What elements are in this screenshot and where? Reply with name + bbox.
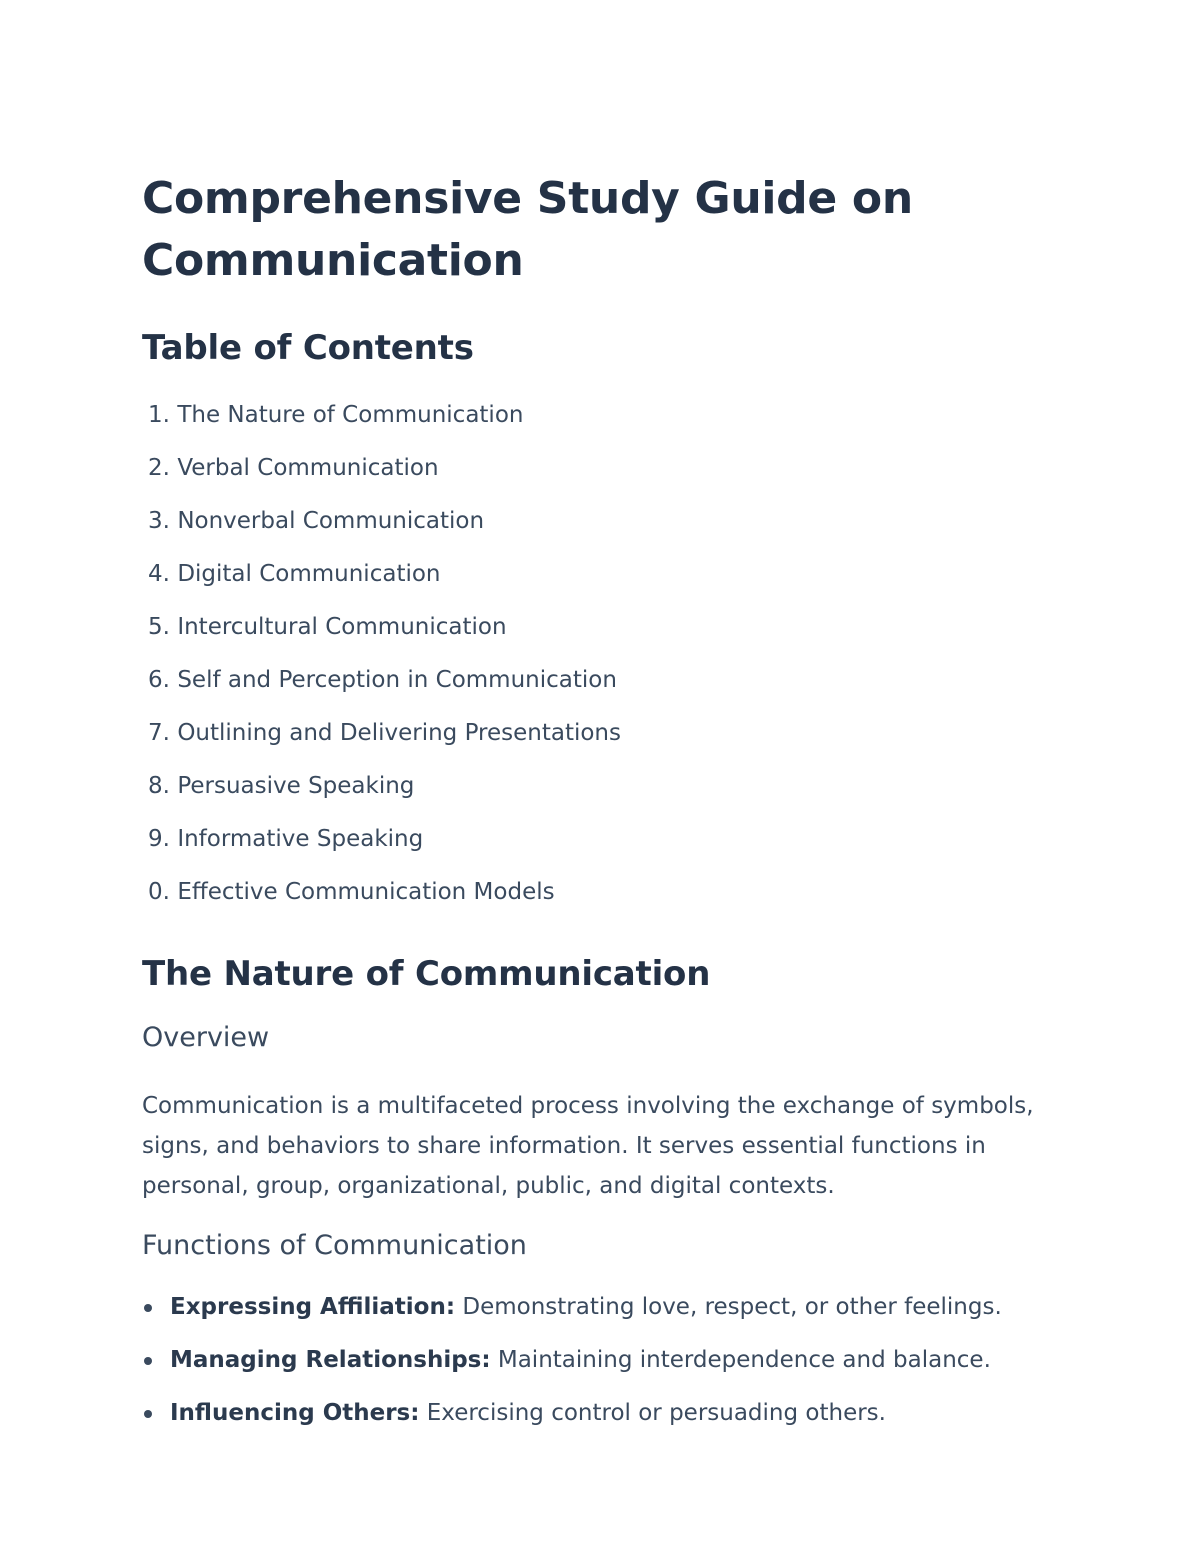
function-term: Influencing Others: — [170, 1400, 420, 1426]
toc-item-label: Informative Speaking — [177, 826, 424, 852]
toc-item[interactable]: 8. Persuasive Speaking — [148, 773, 415, 799]
function-term: Expressing Affiliation: — [170, 1294, 456, 1320]
toc-item-label: Intercultural Communication — [177, 614, 507, 640]
toc-item-label: Effective Communication Models — [177, 879, 555, 905]
toc-item-label: Digital Communication — [177, 561, 441, 587]
toc-item[interactable]: 5. Intercultural Communication — [148, 614, 507, 640]
functions-heading: Functions of Communication — [142, 1230, 527, 1261]
toc-item[interactable]: 4. Digital Communication — [148, 561, 441, 587]
toc-item-label: Verbal Communication — [177, 455, 439, 481]
toc-item-label: Outlining and Delivering Presentations — [177, 720, 621, 746]
page-title: Comprehensive Study Guide on Communication — [142, 173, 913, 286]
function-description: Demonstrating love, respect, or other feelings. — [455, 1294, 1002, 1320]
toc-item[interactable]: 1. The Nature of Communication — [148, 402, 524, 428]
section-heading: The Nature of Communication — [142, 954, 711, 994]
list-item — [142, 1398, 1062, 1451]
list-item — [142, 1292, 1062, 1345]
toc-item-label: Nonverbal Communication — [177, 508, 485, 534]
function-description: Exercising control or persuading others. — [419, 1400, 886, 1426]
toc-item[interactable]: 7. Outlining and Delivering Presentations — [148, 720, 621, 746]
overview-heading: Overview — [142, 1022, 270, 1053]
list-item — [142, 1345, 1062, 1398]
toc-item[interactable]: 9. Informative Speaking — [148, 826, 424, 852]
function-term: Managing Relationships: — [170, 1347, 491, 1373]
toc-heading: Table of Contents — [142, 328, 474, 368]
function-description: Maintaining interdependence and balance. — [490, 1347, 991, 1373]
functions-list — [142, 1292, 1062, 1451]
toc-item-label: The Nature of Communication — [177, 402, 524, 428]
document-page — [142, 168, 1062, 1451]
toc-item-label: Persuasive Speaking — [177, 773, 415, 799]
toc-item[interactable]: 2. Verbal Communication — [148, 455, 439, 481]
toc-item[interactable]: 6. Self and Perception in Communication — [148, 667, 617, 693]
overview-paragraph: Communication is a multifaceted process involving the exchange of symbols, signs, and behaviors to share information. It serves essential functions in personal, group, organizational, public, and digital contexts. — [142, 1093, 1034, 1199]
toc-item[interactable]: 0. Effective Communication Models — [148, 879, 555, 905]
bullet-icon — [144, 1304, 152, 1312]
bullet-icon — [144, 1357, 152, 1365]
toc-item-label: Self and Perception in Communication — [177, 667, 617, 693]
table-of-contents — [142, 400, 1062, 930]
toc-item[interactable]: 3. Nonverbal Communication — [148, 508, 485, 534]
bullet-icon — [144, 1410, 152, 1418]
